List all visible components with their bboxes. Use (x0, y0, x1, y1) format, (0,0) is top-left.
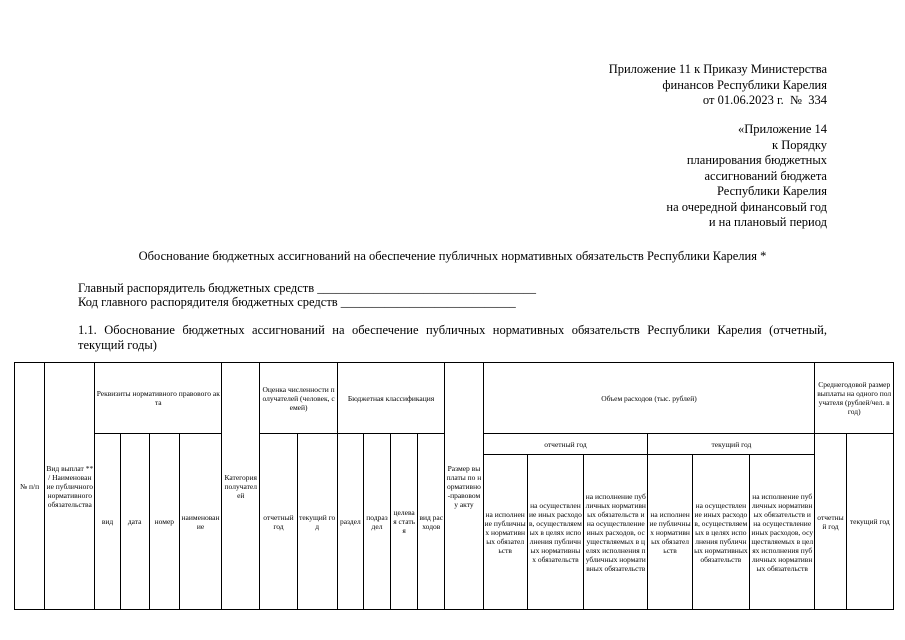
col-budget-class-header: Бюджетная классификация (337, 363, 445, 434)
col-act-name: наименование (179, 434, 221, 610)
annex-line: ассигнований бюджета (704, 168, 827, 183)
col-legal-act-header: Реквизиты нормативного правового акта (95, 363, 222, 434)
main-manager-field: Главный распорядитель бюджетных средств ___________________________________ (78, 281, 536, 295)
col-bc-subsection: подраздел (363, 434, 390, 610)
col-rec-current: текущий год (297, 434, 337, 610)
col-exp-reported-other: на осуществление иных расходов, осуществляемых в целях исполнения публичных нормативных обязательств (527, 455, 583, 610)
col-exp-current-other: на осуществление иных расходов, осуществляемых в целях исполнения публичных нормативных обязательств (692, 455, 749, 610)
annex-line: на очередной финансовый год (666, 199, 827, 214)
col-exp-current-pno: на исполнение публичных нормативных обязательств (648, 455, 692, 610)
col-avg-payment-header: Среднегодовой размер выплаты на одного получателя (рублей/чел. в год) (815, 363, 894, 434)
annex-line: «Приложение 14 (738, 122, 827, 136)
approval-header (609, 62, 827, 109)
annex-header (666, 122, 827, 231)
annex-line: к Порядку (772, 137, 827, 152)
col-bc-article: целевая статья (391, 434, 418, 610)
col-exp-current: текущий год (648, 434, 815, 455)
col-act-date: дата (120, 434, 149, 610)
col-bc-section: раздел (337, 434, 363, 610)
col-exp-current-total: на исполнение публичных нормативных обязательств и на осуществление иных расходов, осуществляемых в целях исполнения публичных нормативных обязательств (750, 455, 815, 610)
col-exp-reported-total: на исполнение публичных нормативных обязательств и на осуществление иных расходов, осуществляемых в целях исполнения публичных нормативных обязательств (584, 455, 648, 610)
col-bc-expense: вид расходов (418, 434, 445, 610)
annex-line: Республики Карелия (716, 184, 827, 198)
col-exp-reported-pno: на исполнение публичных нормативных обязательств (483, 455, 527, 610)
col-num-header: № п/п (15, 363, 45, 610)
approval-line: Приложение 11 к Приказу Министерства (608, 62, 827, 76)
col-payment-size-header: Размер выплаты по нормативно-правовому акту (445, 363, 483, 610)
col-recipients-header: Оценка численности получателей (человек, семей) (260, 363, 337, 434)
annex-line: и на плановый период (708, 215, 827, 229)
col-act-kind: вид (95, 434, 120, 610)
col-expenses-header: Объем расходов (тыс. рублей) (483, 363, 815, 434)
col-payment-type-header: Вид выплат ** / Наименование публичного нормативного обязательства (45, 363, 95, 610)
section-heading: 1.1. Обоснование бюджетных ассигнований на обеспечение публичных нормативных обязательств Республики Карелия (отчетный, текущий годы) (78, 323, 827, 352)
main-manager-code-field: Код главного распорядителя бюджетных средств ____________________________ (78, 295, 516, 309)
col-exp-reported: отчетный год (483, 434, 648, 455)
col-rec-reported: отчетный год (260, 434, 297, 610)
annex-line: планирования бюджетных (686, 153, 827, 167)
col-category-header: Категория получателей (222, 363, 260, 610)
approval-line: от 01.06.2023 г. № 334 (702, 93, 827, 107)
expenses-table (14, 362, 894, 610)
col-act-number: номер (149, 434, 179, 610)
col-avg-reported: отчетный год (815, 434, 846, 610)
document-title: Обоснование бюджетных ассигнований на обеспечение публичных нормативных обязательств Республики Карелия * (138, 249, 767, 263)
approval-line: финансов Республики Карелия (662, 77, 827, 92)
col-avg-current: текущий год (846, 434, 893, 610)
